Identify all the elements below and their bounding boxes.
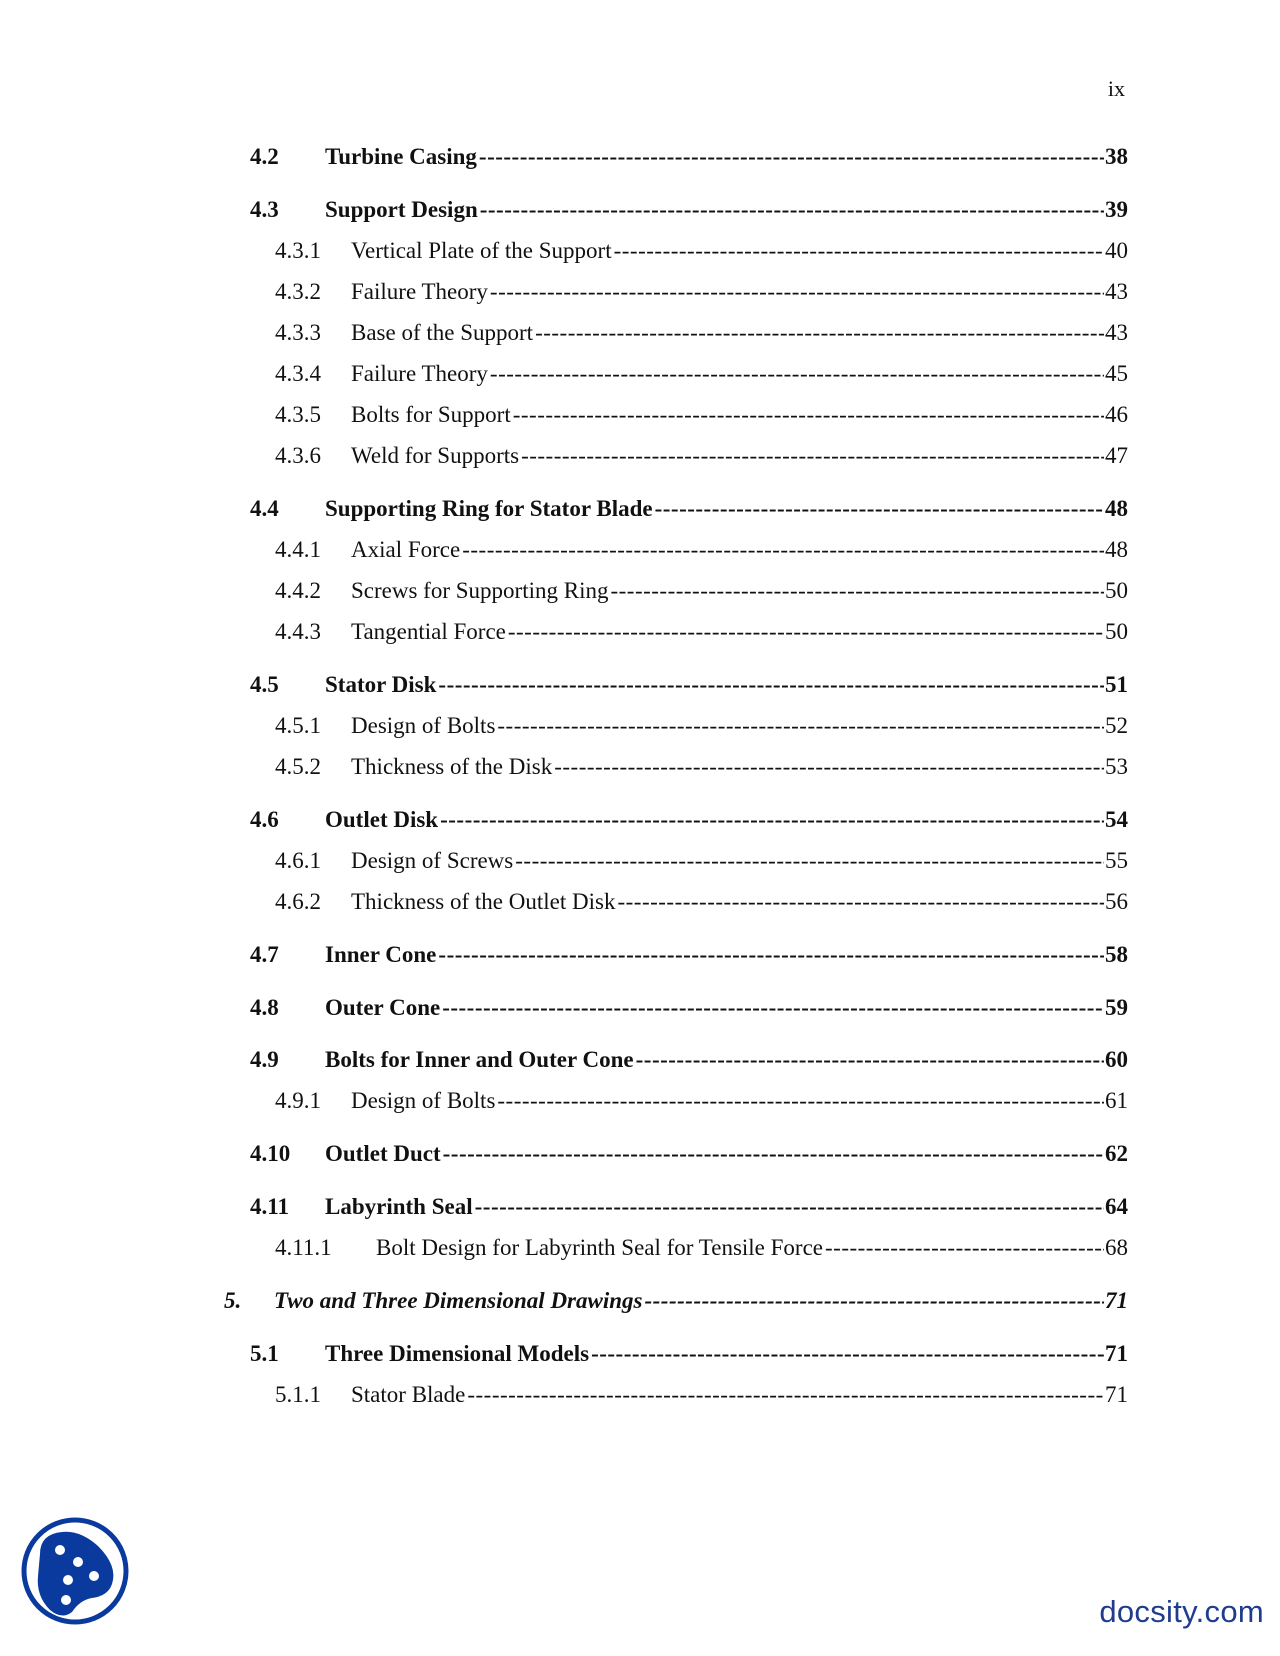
dot-leader (644, 1286, 1104, 1316)
toc-entry[interactable] (275, 535, 1128, 565)
toc-entry[interactable] (275, 617, 1128, 647)
toc-entry-page: 68 (1105, 1235, 1128, 1260)
toc-entry-title: Inner Cone (325, 942, 437, 967)
toc-entry[interactable] (250, 1045, 1128, 1075)
toc-entry-page: 48 (1105, 496, 1128, 521)
toc-entry-title: Supporting Ring for Stator Blade (325, 496, 653, 521)
toc-entry-number: 4.7 (250, 942, 279, 967)
toc-entry-page: 59 (1105, 995, 1128, 1020)
dot-leader (497, 1086, 1104, 1116)
toc-entry-page: 48 (1105, 537, 1128, 562)
toc-entry[interactable] (275, 277, 1128, 307)
toc-entry-title: Two and Three Dimensional Drawings (274, 1288, 643, 1313)
toc-entry-title: Design of Bolts (351, 1088, 496, 1113)
toc-entry-title: Bolt Design for Labyrinth Seal for Tensile Force (376, 1235, 824, 1260)
toc-entry-number: 4.5.1 (275, 713, 321, 738)
toc-entry-page: 71 (1105, 1341, 1128, 1366)
toc-entry-page: 55 (1105, 848, 1128, 873)
toc-entry[interactable] (250, 494, 1128, 524)
toc-entry[interactable] (250, 805, 1128, 835)
toc-entry-title: Outlet Disk (325, 807, 439, 832)
toc-entry-page: 71 (1105, 1382, 1128, 1407)
toc-entry[interactable] (250, 1339, 1128, 1369)
toc-entry-number: 4.9 (250, 1047, 279, 1072)
dot-leader (617, 887, 1104, 917)
toc-entry[interactable] (250, 195, 1128, 225)
toc-entry-title: Stator Disk (325, 672, 437, 697)
toc-entry-number: 4.10 (250, 1141, 291, 1166)
dot-leader (636, 1045, 1104, 1075)
dot-leader (438, 940, 1104, 970)
toc-entry-title: Screws for Supporting Ring (351, 578, 609, 603)
dot-leader (513, 400, 1104, 430)
dot-leader (443, 1139, 1104, 1169)
dot-leader (490, 277, 1104, 307)
toc-entry-page: 47 (1105, 443, 1128, 468)
dot-leader (610, 576, 1104, 606)
toc-entry-number: 4.4.3 (275, 619, 321, 644)
toc-entry-number: 4.5 (250, 672, 279, 697)
toc-entry[interactable] (275, 236, 1128, 266)
toc-entry-page: 56 (1105, 889, 1128, 914)
toc-entry-number: 4.5.2 (275, 754, 321, 779)
toc-entry-number: 5.1.1 (275, 1382, 321, 1407)
toc-entry-number: 5.1 (250, 1341, 279, 1366)
toc-entry-page: 45 (1105, 361, 1128, 386)
toc-entry[interactable] (275, 318, 1128, 348)
toc-entry[interactable] (275, 711, 1128, 741)
toc-entry-title: Bolts for Inner and Outer Cone (325, 1047, 634, 1072)
toc-entry-title: Outlet Duct (325, 1141, 441, 1166)
toc-entry-number: 4.3.5 (275, 402, 321, 427)
toc-entry-number: 4.4.2 (275, 578, 321, 603)
toc-entry-title: Turbine Casing (325, 144, 477, 169)
toc-entry[interactable] (275, 1380, 1128, 1410)
toc-entry-title: Failure Theory (351, 279, 488, 304)
dot-leader (490, 359, 1104, 389)
dot-leader (614, 236, 1104, 266)
toc-entry-page: 39 (1105, 197, 1128, 222)
toc-entry[interactable] (275, 887, 1128, 917)
dot-leader (467, 1380, 1104, 1410)
toc-entry-number: 4.6 (250, 807, 279, 832)
toc-entry[interactable] (275, 1086, 1128, 1116)
toc-entry-number: 4.3 (250, 197, 279, 222)
dot-leader (554, 752, 1104, 782)
toc-entry-number: 4.11.1 (275, 1235, 332, 1260)
toc-entry-number: 4.8 (250, 995, 279, 1020)
docsity-logo-icon[interactable] (20, 1516, 130, 1626)
toc-entry-page: 40 (1105, 238, 1128, 263)
dot-leader (515, 846, 1104, 876)
toc-entry-number: 4.3.2 (275, 279, 321, 304)
page-number: ix (1107, 76, 1125, 101)
dot-leader (591, 1339, 1104, 1369)
toc-entry[interactable] (275, 359, 1128, 389)
toc-entry-title: Thickness of the Disk (351, 754, 553, 779)
toc-entry-page: 52 (1105, 713, 1128, 738)
toc-entry-page: 71 (1105, 1288, 1128, 1313)
dot-leader (442, 993, 1104, 1023)
toc-entry-page: 46 (1105, 402, 1128, 427)
toc-entry-number: 4.4 (250, 496, 279, 521)
toc-entry-title: Design of Screws (351, 848, 514, 873)
toc-entry[interactable] (275, 846, 1128, 876)
dot-leader (535, 318, 1104, 348)
toc-entry-number: 4.4.1 (275, 537, 321, 562)
toc-entry-page: 53 (1105, 754, 1128, 779)
toc-entry-number: 5. (224, 1288, 242, 1313)
toc-entry[interactable] (250, 670, 1128, 700)
toc-entry-title: Support Design (325, 197, 478, 222)
toc-entry[interactable] (250, 142, 1128, 172)
toc-entry-number: 4.2 (250, 144, 279, 169)
toc-entry-title: Vertical Plate of the Support (351, 238, 612, 263)
toc-entry[interactable] (250, 1139, 1128, 1169)
toc-entry-title: Base of the Support (351, 320, 534, 345)
toc-entry-title: Bolts for Support (351, 402, 511, 427)
toc-entry-page: 43 (1105, 279, 1128, 304)
dot-leader (480, 195, 1104, 225)
toc-entry-page: 61 (1105, 1088, 1128, 1113)
dot-leader (479, 142, 1104, 172)
toc-entry-number: 4.6.2 (275, 889, 321, 914)
toc-entry[interactable] (275, 441, 1128, 471)
toc-entry-title: Failure Theory (351, 361, 488, 386)
toc-entry-number: 4.3.6 (275, 443, 321, 468)
toc-entry-title: Tangential Force (351, 619, 506, 644)
toc-entry-number: 4.6.1 (275, 848, 321, 873)
dot-leader (521, 441, 1104, 471)
docsity-brand-link[interactable]: docsity.com (1099, 1594, 1264, 1629)
dot-leader (825, 1233, 1104, 1263)
dot-leader (508, 617, 1104, 647)
toc-entry[interactable] (275, 752, 1128, 782)
dot-leader (497, 711, 1104, 741)
toc-entry-page: 38 (1105, 144, 1128, 169)
toc-entry-number: 4.11 (250, 1194, 289, 1219)
toc-entry-title: Three Dimensional Models (325, 1341, 590, 1366)
toc-entry-number: 4.9.1 (275, 1088, 321, 1113)
toc-entry-title: Thickness of the Outlet Disk (351, 889, 616, 914)
toc-entry-page: 54 (1105, 807, 1128, 832)
toc-entry[interactable] (275, 1233, 1128, 1263)
toc-entry-number: 4.3.4 (275, 361, 321, 386)
toc-entry-page: 64 (1105, 1194, 1128, 1219)
toc-entry[interactable] (224, 1286, 1128, 1316)
toc-entry-page: 58 (1105, 942, 1128, 967)
toc-entry-page: 50 (1105, 578, 1128, 603)
toc-entry[interactable] (250, 940, 1128, 970)
toc-entry-title: Weld for Supports (351, 443, 520, 468)
toc-entry[interactable] (275, 576, 1128, 606)
toc-entry-page: 50 (1105, 619, 1128, 644)
toc-entry-title: Axial Force (351, 537, 461, 562)
toc-entry-title: Stator Blade (351, 1382, 466, 1407)
dot-leader (438, 670, 1104, 700)
toc-entry[interactable] (275, 400, 1128, 430)
dot-leader (655, 494, 1104, 524)
toc-entry-number: 4.3.1 (275, 238, 321, 263)
toc-entry[interactable] (250, 993, 1128, 1023)
toc-entry-page: 60 (1105, 1047, 1128, 1072)
dot-leader (440, 805, 1104, 835)
toc-entry-page: 51 (1105, 672, 1128, 697)
toc-entry-title: Design of Bolts (351, 713, 496, 738)
toc-entry-title: Outer Cone (325, 995, 441, 1020)
dot-leader (462, 535, 1104, 565)
toc-entry[interactable] (250, 1192, 1128, 1222)
toc-entry-number: 4.3.3 (275, 320, 321, 345)
toc-entry-page: 62 (1105, 1141, 1128, 1166)
toc-entry-title: Labyrinth Seal (325, 1194, 473, 1219)
toc-entry-page: 43 (1105, 320, 1128, 345)
dot-leader (475, 1192, 1104, 1222)
